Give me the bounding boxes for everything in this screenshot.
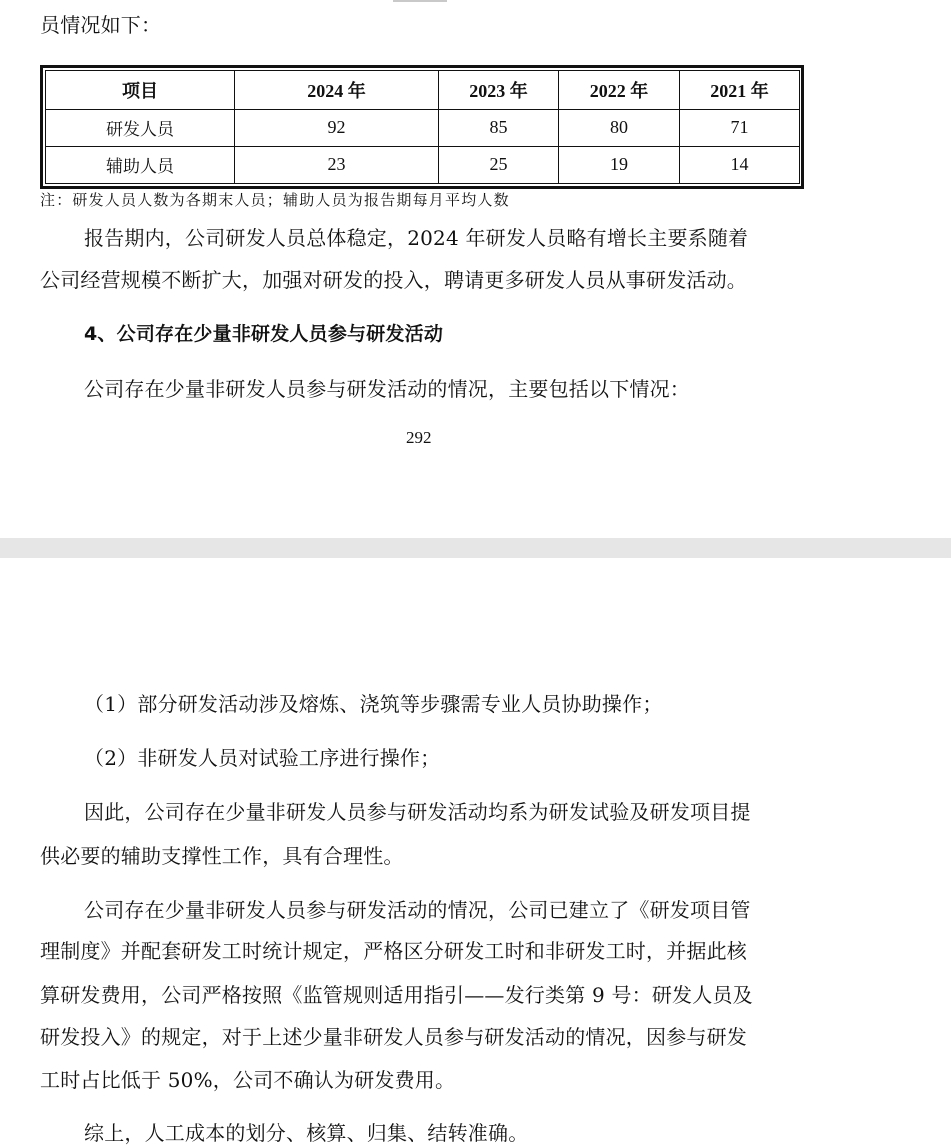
table-header-cell: 2023 年 [439, 71, 559, 110]
table-cell: 25 [439, 146, 559, 183]
table-header-cell: 2024 年 [235, 71, 439, 110]
paragraph-line: 因此，公司存在少量非研发人员参与研发活动均系为研发试验及研发项目提 [84, 800, 751, 824]
list-item: （2）非研发人员对试验工序进行操作； [84, 746, 441, 770]
table-cell: 19 [559, 146, 680, 183]
table-note: 注：研发人员人数为各期末人员；辅助人员为报告期每月平均人数 [40, 191, 510, 209]
paragraph-line: 研发投入》的规定，对于上述少量非研发人员参与研发活动的情况，因参与研发 [40, 1025, 747, 1049]
paragraph-line: 理制度》并配套研发工时统计规定，严格区分研发工时和非研发工时，并据此核 [40, 939, 747, 963]
page-number: 292 [406, 428, 432, 447]
paragraph-line: 公司经营规模不断扩大，加强对研发的投入，聘请更多研发人员从事研发活动。 [40, 268, 747, 292]
paragraph-line: 公司存在少量非研发人员参与研发活动的情况，主要包括以下情况： [84, 377, 690, 401]
paragraph-line: 供必要的辅助支撑性工作，具有合理性。 [40, 844, 404, 868]
table-cell: 80 [559, 109, 680, 146]
table-header-row [46, 71, 800, 110]
page-separator [0, 538, 951, 558]
paragraph-line: 公司存在少量非研发人员参与研发活动的情况，公司已建立了《研发项目管 [84, 898, 751, 922]
personnel-table-frame [40, 65, 804, 189]
paragraph-line: 工时占比低于 50%，公司不确认为研发费用。 [40, 1068, 456, 1092]
table-cell: 92 [235, 109, 439, 146]
table-row-label: 研发人员 [46, 109, 235, 146]
table-cell: 23 [235, 146, 439, 183]
personnel-table [45, 70, 800, 184]
page-scroll-tab [393, 0, 447, 2]
table-header-cell: 项目 [46, 71, 235, 110]
table-header-cell: 2021 年 [680, 71, 800, 110]
table-header-cell: 2022 年 [559, 71, 680, 110]
section-heading: 4、公司存在少量非研发人员参与研发活动 [84, 323, 444, 345]
paragraph-line: 综上，人工成本的划分、核算、归集、结转准确。 [84, 1121, 529, 1145]
list-item: （1）部分研发活动涉及熔炼、浇筑等步骤需专业人员协助操作； [84, 692, 663, 716]
paragraph-line: 算研发费用，公司严格按照《监管规则适用指引——发行类第 9 号：研发人员及 [40, 983, 753, 1007]
intro-line: 员情况如下： [40, 13, 162, 37]
table-cell: 85 [439, 109, 559, 146]
table-row [46, 146, 800, 183]
table-row [46, 109, 800, 146]
table-cell: 71 [680, 109, 800, 146]
paragraph-line: 报告期内，公司研发人员总体稳定，2024 年研发人员略有增长主要系随着 [84, 226, 749, 250]
table-cell: 14 [680, 146, 800, 183]
table-row-label: 辅助人员 [46, 146, 235, 183]
